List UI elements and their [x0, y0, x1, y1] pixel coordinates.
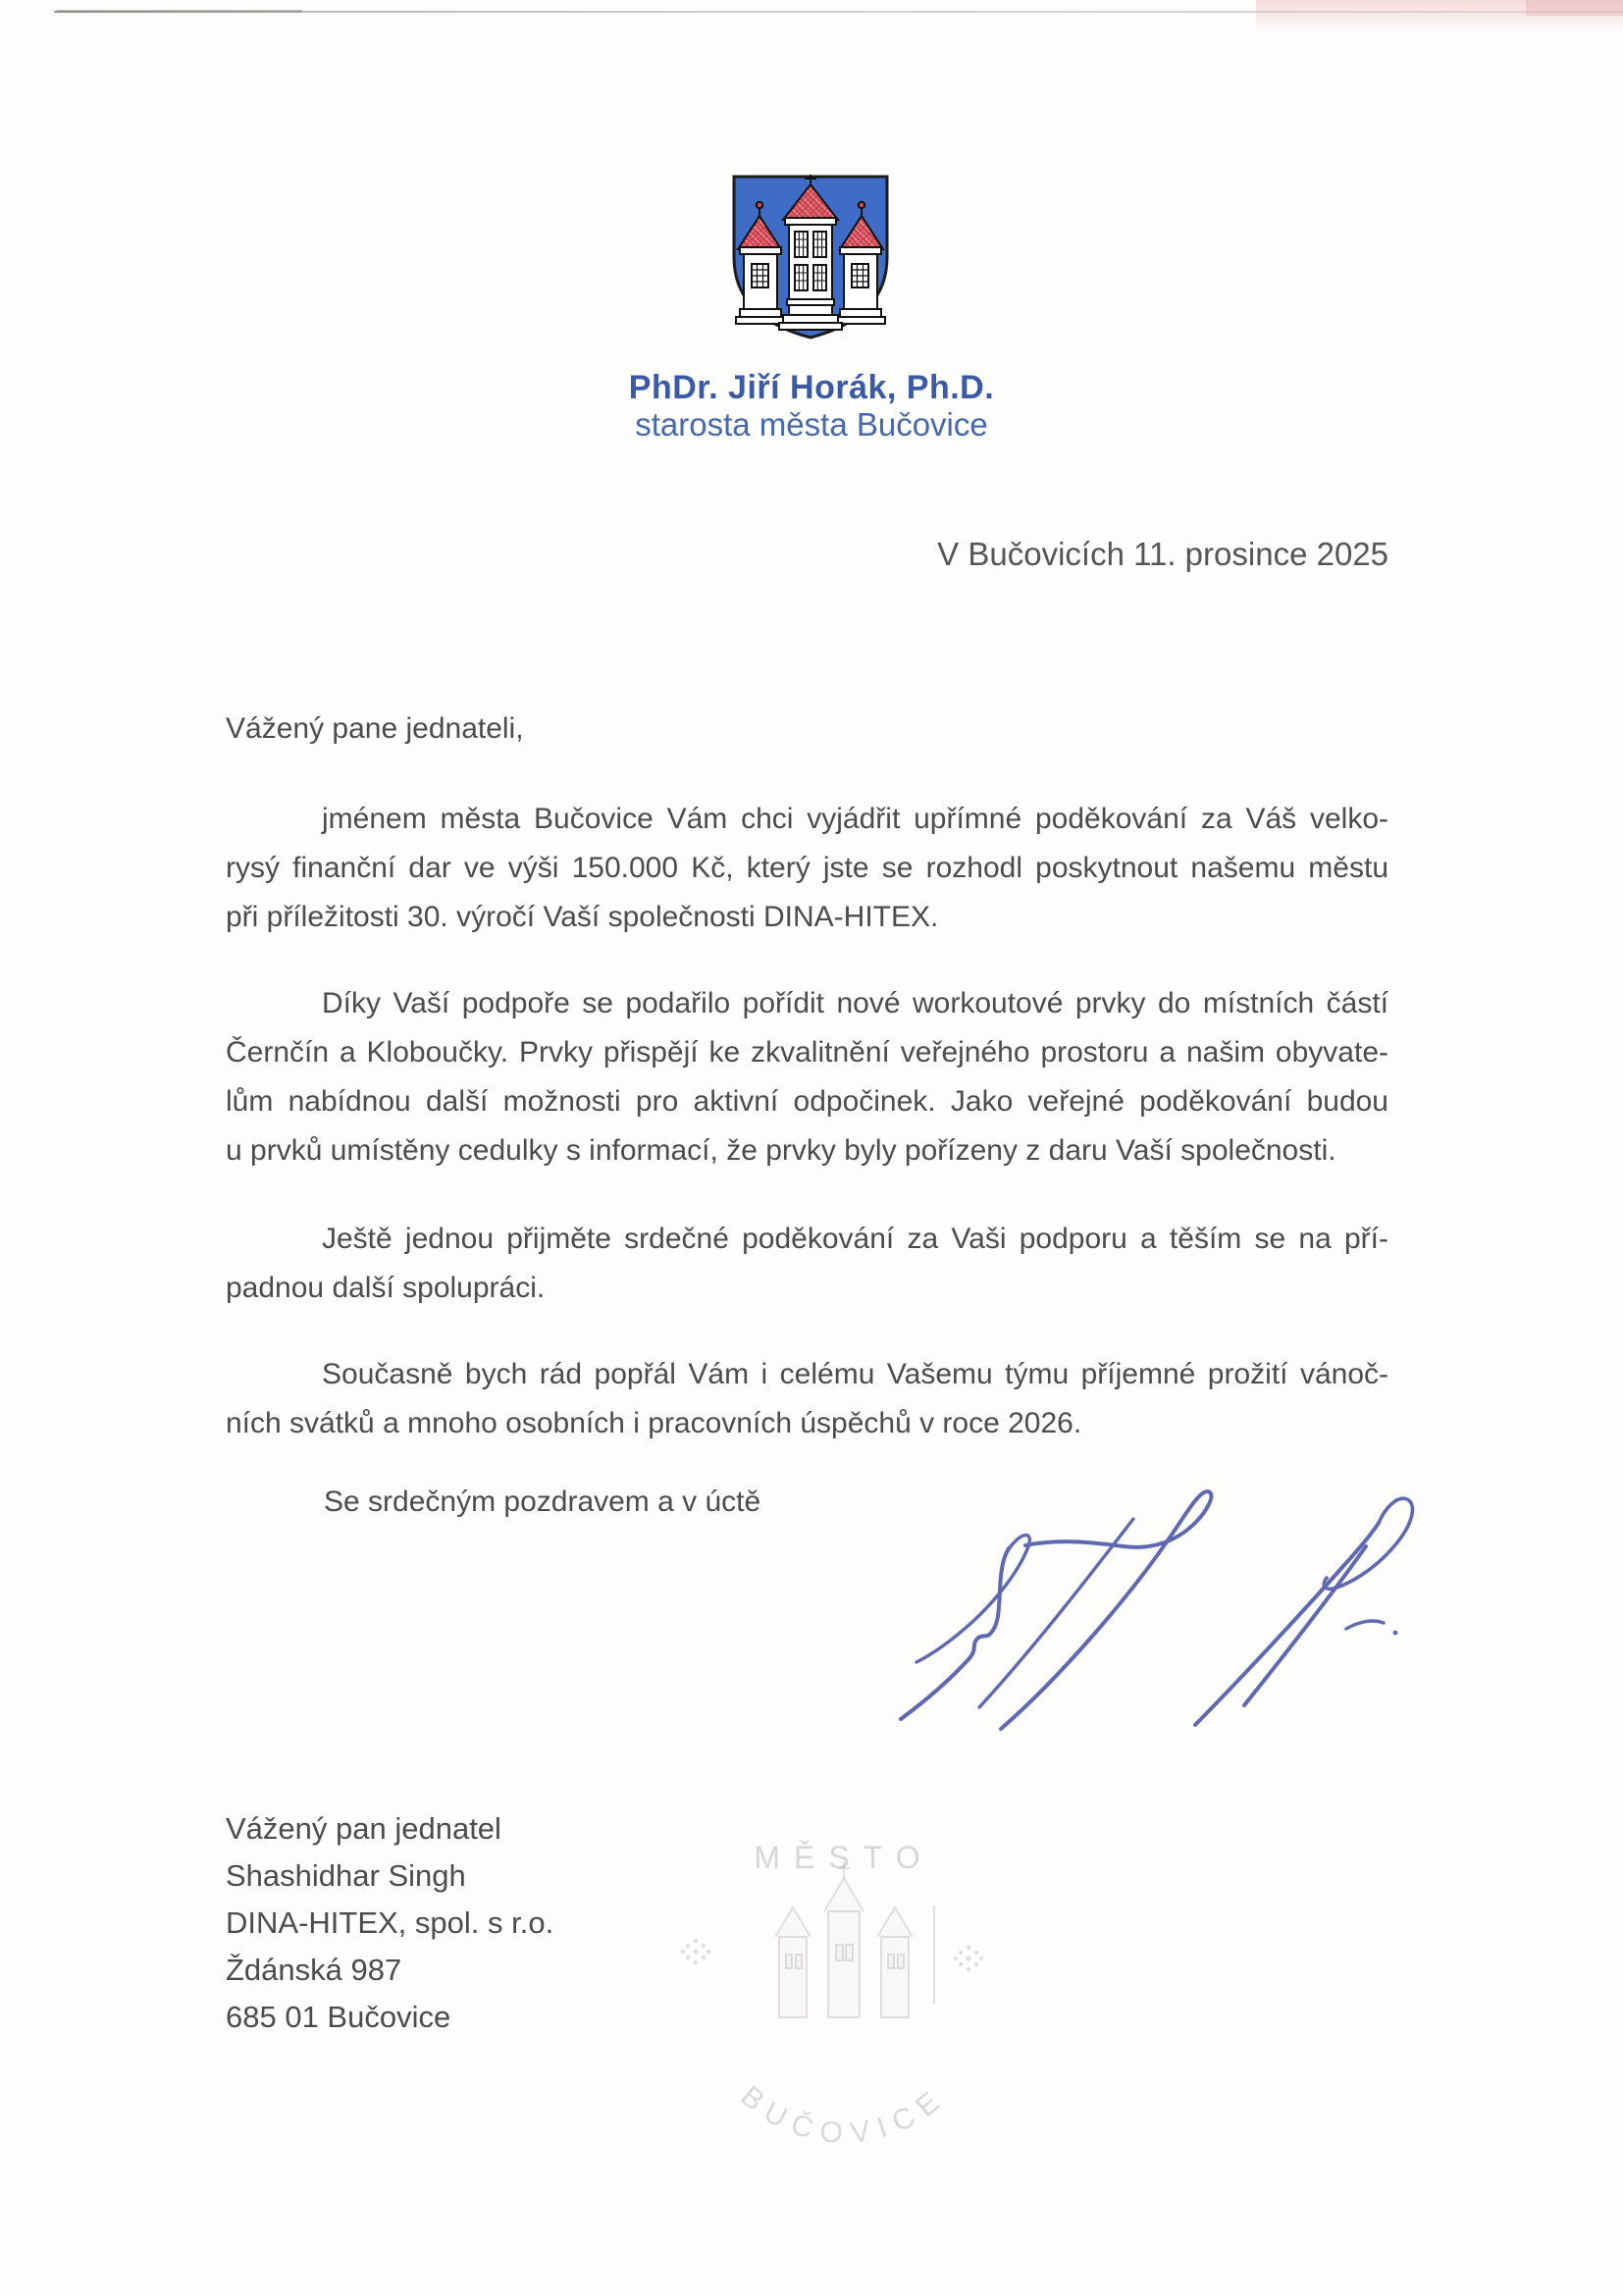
- stamp-bottom-text: BUČOVICE: [734, 2079, 954, 2151]
- svg-text:BUČOVICE: [735, 2080, 954, 2151]
- paragraph-4: [226, 1350, 1388, 1448]
- recipient-line: DINA-HITEX, spol. s r.o.: [226, 1905, 554, 1940]
- paragraph-line: při příležitosti 30. výročí Vaší společnosti DINA-HITEX.: [226, 901, 939, 933]
- paragraph-line: u prvků umístěny cedulky s informací, že prvky byly pořízeny z daru Vaší společnosti.: [226, 1134, 1336, 1167]
- paragraph-line: Ještě jednou přijměte srdečné poděkování za Vaši podporu a těším se na pří-: [322, 1223, 1388, 1255]
- date-line: V Bučovicích 11. prosince 2025: [937, 536, 1388, 572]
- paragraph-line: Současně bych rád popřál Vám i celému Vašemu týmu příjemné prožití vánoč-: [322, 1358, 1388, 1390]
- recipient-line: Vážený pan jednatel: [226, 1811, 501, 1846]
- stamp-top-text: MĚSTO: [754, 1840, 934, 1875]
- recipient-line: Shashidhar Singh: [226, 1858, 466, 1893]
- sender-title: starosta města Bučovice: [635, 406, 988, 443]
- paragraph-line: jménem města Bučovice Vám chci vyjádřit upřímné poděkování za Váš velko-: [322, 803, 1388, 835]
- paragraph-3: [226, 1215, 1388, 1313]
- sender-name: PhDr. Jiří Horák, Ph.D.: [628, 369, 995, 406]
- paragraph-line: lům nabídnou další možnosti pro aktivní odpočinek. Jako veřejné poděkování budou: [226, 1085, 1388, 1118]
- stamp-rosette-left: [681, 1939, 710, 1964]
- recipient-line: Ždánská 987: [226, 1953, 402, 1987]
- paragraph-line: Díky Vaší podpoře se podařilo pořídit nové workoutové prvky do místních částí: [322, 987, 1388, 1019]
- paragraph-line: Černčín a Kloboučky. Prvky přispějí ke zkvalitnění veřejného prostoru a našim obyvate-: [226, 1036, 1388, 1069]
- closing-line: Se srdečným pozdravem a v úctě: [324, 1486, 761, 1518]
- paragraph-line: ních svátků a mnoho osobních i pracovních úspěchů v roce 2026.: [226, 1407, 1082, 1439]
- salutation: Vážený pane jednateli,: [226, 712, 524, 745]
- paragraph-2: [226, 979, 1388, 1175]
- paragraph-1: [226, 795, 1388, 942]
- signature-ink: [883, 1472, 1570, 1766]
- recipient-line: 685 01 Bučovice: [226, 2000, 451, 2034]
- paragraph-line: padnou další spolupráci.: [226, 1272, 546, 1304]
- embossed-stamp: [648, 1817, 1040, 2151]
- stamp-rosette-right: [954, 1946, 983, 1971]
- scan-artifact-dark-segment: [57, 10, 302, 13]
- bucovice-coat-of-arms-icon: [726, 171, 895, 343]
- paragraph-line: rysý finanční dar ve výši 150.000 Kč, který jste se rozhodl poskytnout našemu městu: [226, 852, 1388, 884]
- scan-artifact-pink-corner: [1526, 0, 1623, 16]
